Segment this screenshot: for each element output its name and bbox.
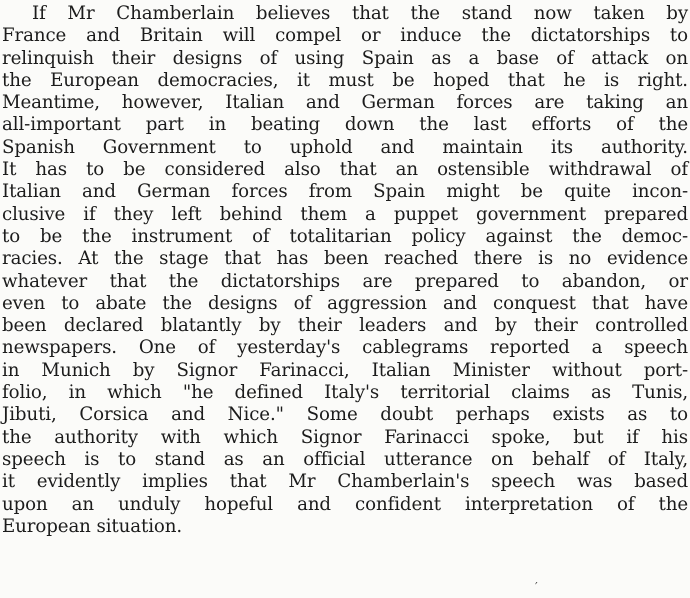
article-line: Italian and German forces from Spain might be quite incon- [2,181,688,203]
article-line: It has to be considered also that an ostensible withdrawal of [2,159,688,181]
article-line: newspapers. One of yesterday's cablegrams reported a speech [2,337,688,359]
article-line: folio, in which "he defined Italy's territorial claims as Tunis, [2,382,688,404]
article-line: If Mr Chamberlain believes that the stand now taken by [32,3,688,24]
article-line: whatever that the dictatorships are prepared to abandon, or [2,270,688,292]
article-line: it evidently implies that Mr Chamberlain's speech was based [2,471,688,493]
article-line: relinquish their designs of using Spain as a base of attack on [2,47,688,69]
print-speck: ′ [535,580,538,594]
article-line: the European democracies, it must be hoped that he is right. [2,69,688,91]
article-line: Spanish Government to uphold and maintain its authority. [2,136,688,158]
article-line: all-important part in beating down the last efforts of the [2,114,688,136]
article-line: speech is to stand as an official utterance on behalf of Italy, [2,448,688,470]
article-line: European situation. [2,515,183,537]
article-line: to be the instrument of totalitarian policy against the democ- [2,225,688,247]
article-line: France and Britain will compel or induce the dictatorships to [2,25,688,47]
article-paragraph [2,3,688,538]
article-line: racies. At the stage that has been reached there is no evidence [2,248,688,270]
article-line: been declared blatantly by their leaders and by their controlled [2,315,688,337]
article-line: upon an unduly hopeful and confident interpretation of the [2,493,688,515]
article-line: even to abate the designs of aggression and conquest that have [2,292,688,314]
article-line: the authority with which Signor Farinacci spoke, but if his [2,426,688,448]
article-line: clusive if they left behind them a puppet government prepared [2,203,688,225]
article-line: Jibuti, Corsica and Nice." Some doubt perhaps exists as to [2,404,688,426]
article-line: in Munich by Signor Farinacci, Italian Minister without port- [2,359,688,381]
article-line: Meantime, however, Italian and German forces are taking an [2,92,688,114]
